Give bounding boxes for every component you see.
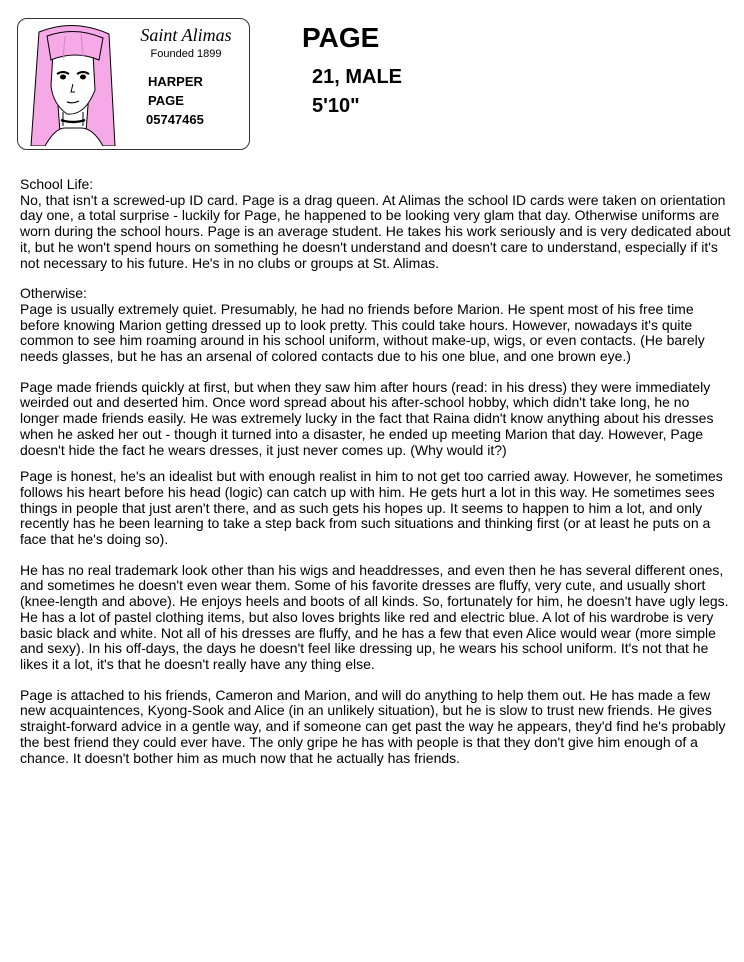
card-id-number: 05747465: [146, 112, 204, 127]
section-label: School Life:: [20, 176, 94, 192]
paragraph: Page is attached to his friends, Cameron and Marion, and will do anything to help them out. He has made a few new acquaintences, Kyong-Sook and Alice (in an unlikely situation), but he is slow to trust new friends. He gives straight-forward advice in a gentle way, and if someone can get past the way he appears, they'd find he's probably the best friend they could ever have. The only gripe he has with people is that they don't give him enough of a chance. It doesn't bother him as much now that he actually has friends.: [20, 686, 726, 766]
card-last-name: PAGE: [148, 93, 184, 108]
portrait-illustration: [25, 24, 125, 146]
paragraph: Page is honest, he's an idealist but with enough realist in him to not get too carried away. However, he sometimes follows his heart before his head (logic) can catch up with him. He gets hurt a lot in this way. He sometimes sees things in people that just aren't there, and as such gets his hopes up. It seems to happen to him a lot, and only recently has he been learning to take a step back from such situations and thinking first (or at least he puts on a face that he's doing so).: [20, 468, 723, 548]
section-label: Otherwise:: [20, 285, 87, 302]
section-school-life: [20, 177, 732, 271]
character-height: 5'10": [312, 95, 360, 117]
founded-year: Founded 1899: [150, 48, 222, 60]
character-age-sex: 21, MALE: [312, 66, 403, 88]
profile-body: [20, 177, 732, 781]
section-text: No, that isn't a screwed-up ID card. Page is a drag queen. At Alimas the school ID cards were taken on orientation day one, a total surprise - luckily for Page, he happened to be looking very glam that day. Otherwise uniforms are worn during the school hours. Page is an average student. He takes his work seriously and is very dedicated about it, but he won't spend hours on something he doesn't understand and doesn't care to understand, especially if it's not necessary to his future. He's in no clubs or groups at St. Alimas.: [20, 191, 731, 271]
section-otherwise: [20, 286, 732, 365]
character-name: PAGE: [302, 22, 380, 53]
id-card: [17, 18, 250, 150]
paragraph: He has no real trademark look other than his wigs and headdresses, and even then he has several different ones, and sometimes he doesn't even wear them. Some of his favorite dresses are fluffy, very cute, and usually short (knee-length and above). He enjoys heels and boots of all kinds. So, fortunately for him, he doesn't have ugly legs. He has a lot of pastel clothing items, but also loves brights like red and electric blue. A lot of his wardrobe is very basic black and white. Not all of his dresses are fluffy, and he has a few that even Alice would wear (more simple and sexy). In his off-days, the days he doesn't feel like dressing up, he wears his school uniform. It's not that he likes it a lot, it's that he doesn't really have any thing else.: [20, 561, 729, 672]
card-first-name: HARPER: [148, 74, 203, 89]
section-text: Page is usually extremely quiet. Presumably, he had no friends before Marion. He spent most of his free time before knowing Marion getting dressed up to look pretty. This could take hours. However, nowadays it's quite common to see him roaming around in his school uniform, without make-up, wigs, or even contacts. (He barely needs glasses, but he has an arsenal of colored contacts due to his one blue, and one brown eye.): [20, 300, 705, 365]
paragraph: Page made friends quickly at first, but when they saw him after hours (read: in his dress) they were immediately weirded out and deserted him. Once word spread about his after-school hobby, which didn't take long, he no longer made friends easily. He was extremely lucky in the fact that Raina didn't know anything about his dresses when he asked her out - though it turned into a disaster, he ended up meeting Marion that day. However, Page doesn't hide the fact he wears dresses, it just never comes up. (Why would it?): [20, 378, 714, 458]
school-name: Saint Alimas: [140, 25, 232, 45]
